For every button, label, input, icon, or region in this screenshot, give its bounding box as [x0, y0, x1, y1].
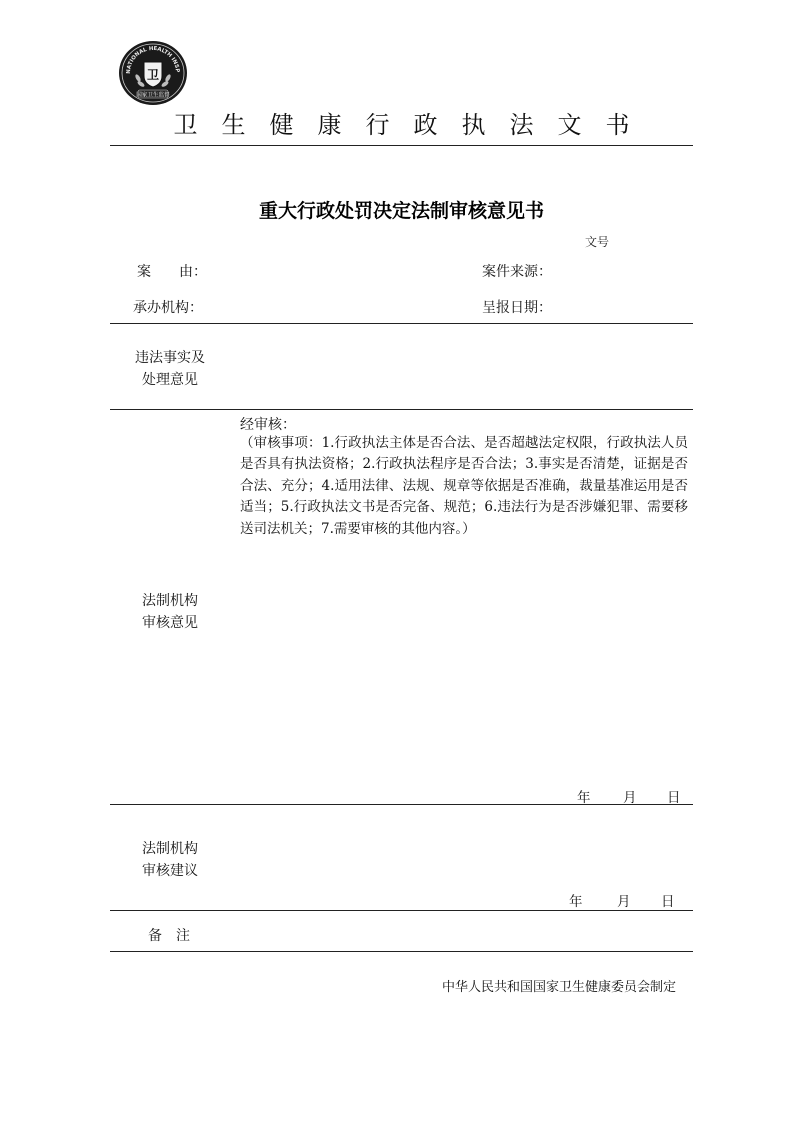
divider-line — [110, 910, 693, 911]
report-date-label: 呈报日期： — [482, 300, 552, 316]
date-day-label: 日 — [667, 790, 681, 806]
review-suggestion-date — [569, 890, 675, 910]
date-month-label: 月 — [623, 790, 637, 806]
divider-line — [110, 409, 693, 410]
remarks-label: 备 注 — [148, 928, 190, 944]
divider-line — [110, 951, 693, 952]
document-category-header: 卫生健康行政执法文书 — [173, 110, 654, 139]
violation-facts-label — [120, 347, 220, 391]
document-number-label: 文号 — [585, 235, 610, 249]
review-suggestion-label-line1: 法制机构 — [142, 841, 198, 857]
review-items-note: （审核事项：1.行政执法主体是否合法、是否超越法定权限，行政执法人员是否具有执法资格；2.行政执法程序是否合法；3.事实是否清楚，证据是否合法、充分；4.适用法律、法规、规章等依据是否准确，裁量基准运用是否适当；5.行政执法文书是否完备、规范；6.违法行为是否涉嫌犯罪、需要移送司法机关；7.需要审核的其他内容。） — [240, 435, 688, 537]
case-cause-label: 案 由： — [137, 264, 207, 280]
review-opinion-label-line1: 法制机构 — [142, 593, 198, 609]
review-opinion-label — [120, 590, 220, 634]
review-suggestion-label-line2: 审核建议 — [142, 863, 198, 879]
issuer-footer: 中华人民共和国国家卫生健康委员会制定 — [441, 980, 676, 995]
emblem-ring-text: NATIONAL HEALTH INSP — [125, 45, 181, 74]
date-year-label: 年 — [577, 790, 591, 806]
date-month-label: 月 — [617, 894, 631, 910]
review-suggestion-label — [120, 838, 220, 882]
divider-line — [110, 323, 693, 324]
case-source-label: 案件来源： — [482, 264, 552, 280]
date-year-label: 年 — [569, 894, 583, 910]
review-opinion-label-line2: 审核意见 — [142, 615, 198, 631]
emblem-bottom-text: 国家卫生监督 — [136, 92, 170, 99]
header-underline — [110, 145, 693, 146]
health-inspection-emblem-icon — [118, 40, 188, 106]
review-heading: 经审核： — [240, 417, 296, 433]
violation-facts-label-line2: 处理意见 — [142, 372, 198, 388]
emblem-center-text: 卫 — [146, 68, 160, 82]
date-day-label: 日 — [661, 894, 675, 910]
violation-facts-label-line1: 违法事实及 — [135, 350, 205, 366]
document-title: 重大行政处罚决定法制审核意见书 — [258, 200, 544, 222]
review-opinion-date — [577, 786, 681, 806]
divider-line — [110, 804, 693, 805]
handling-org-label: 承办机构： — [133, 300, 203, 316]
